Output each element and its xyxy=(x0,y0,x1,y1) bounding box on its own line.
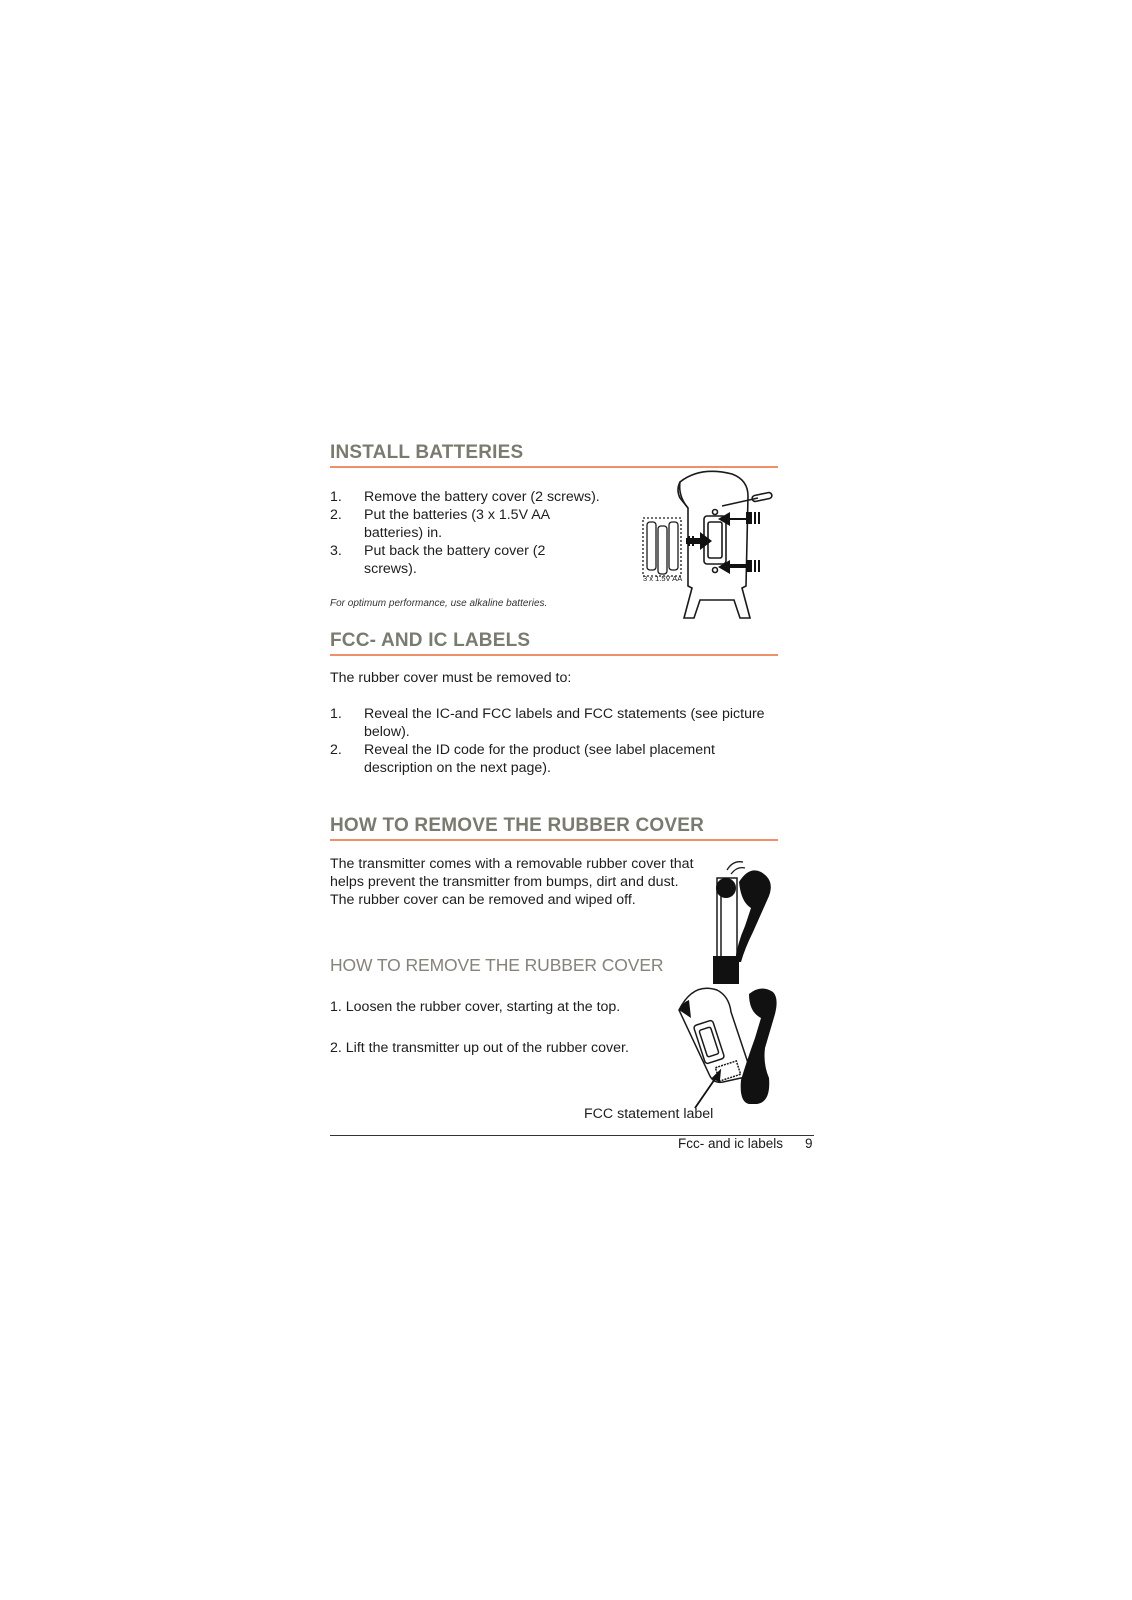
rubber-cover-illustration xyxy=(665,852,785,1112)
fcc-statement-label-caption: FCC statement label xyxy=(584,1106,714,1122)
install-steps-list xyxy=(330,488,600,578)
heading-rule xyxy=(330,839,778,841)
battery-figure-label: 3 x 1.5V AA xyxy=(643,574,683,583)
fcc-intro: The rubber cover must be removed to: xyxy=(330,670,572,686)
step-number: 2. xyxy=(330,507,342,523)
step-text: Put the batteries (3 x 1.5V AA batteries) in. xyxy=(364,507,550,541)
fcc-steps-list xyxy=(330,705,778,777)
remove-step-2: 2. Lift the transmitter up out of the rubber cover. xyxy=(330,1040,629,1056)
list-item xyxy=(330,488,600,506)
step-number: 1. xyxy=(330,706,342,722)
remove-intro: The transmitter comes with a removable rubber cover that helps prevent the transmitter from bumps, dirt and dust. The rubber cover can be removed and wiped off. xyxy=(330,856,694,908)
battery-note: For optimum performance, use alkaline batteries. xyxy=(330,598,548,609)
remove-subheading: HOW TO REMOVE THE RUBBER COVER xyxy=(330,955,664,975)
remove-step-1: 1. Loosen the rubber cover, starting at the top. xyxy=(330,999,621,1015)
footer-section-title: Fcc- and ic labels xyxy=(678,1136,784,1151)
list-item xyxy=(330,542,600,578)
step-number: 1. xyxy=(330,489,342,505)
section-heading-fcc-ic-labels: FCC- AND IC LABELS xyxy=(330,630,531,651)
list-item xyxy=(330,705,778,741)
step-text: Reveal the ID code for the product (see label placement description on the next page). xyxy=(364,742,715,776)
step-number: 2. xyxy=(330,742,342,758)
section-heading-install-batteries: INSTALL BATTERIES xyxy=(330,442,524,463)
page-number: 9 xyxy=(805,1136,813,1151)
list-item xyxy=(330,741,778,777)
battery-install-illustration xyxy=(640,468,785,624)
step-number: 3. xyxy=(330,543,342,559)
heading-rule xyxy=(330,654,778,656)
list-item xyxy=(330,506,600,542)
step-text: Remove the battery cover (2 screws). xyxy=(364,489,600,505)
step-text: Reveal the IC-and FCC labels and FCC statements (see picture below). xyxy=(364,706,765,740)
section-heading-remove-rubber-cover: HOW TO REMOVE THE RUBBER COVER xyxy=(330,815,705,836)
step-text: Put back the battery cover (2 screws). xyxy=(364,543,546,577)
